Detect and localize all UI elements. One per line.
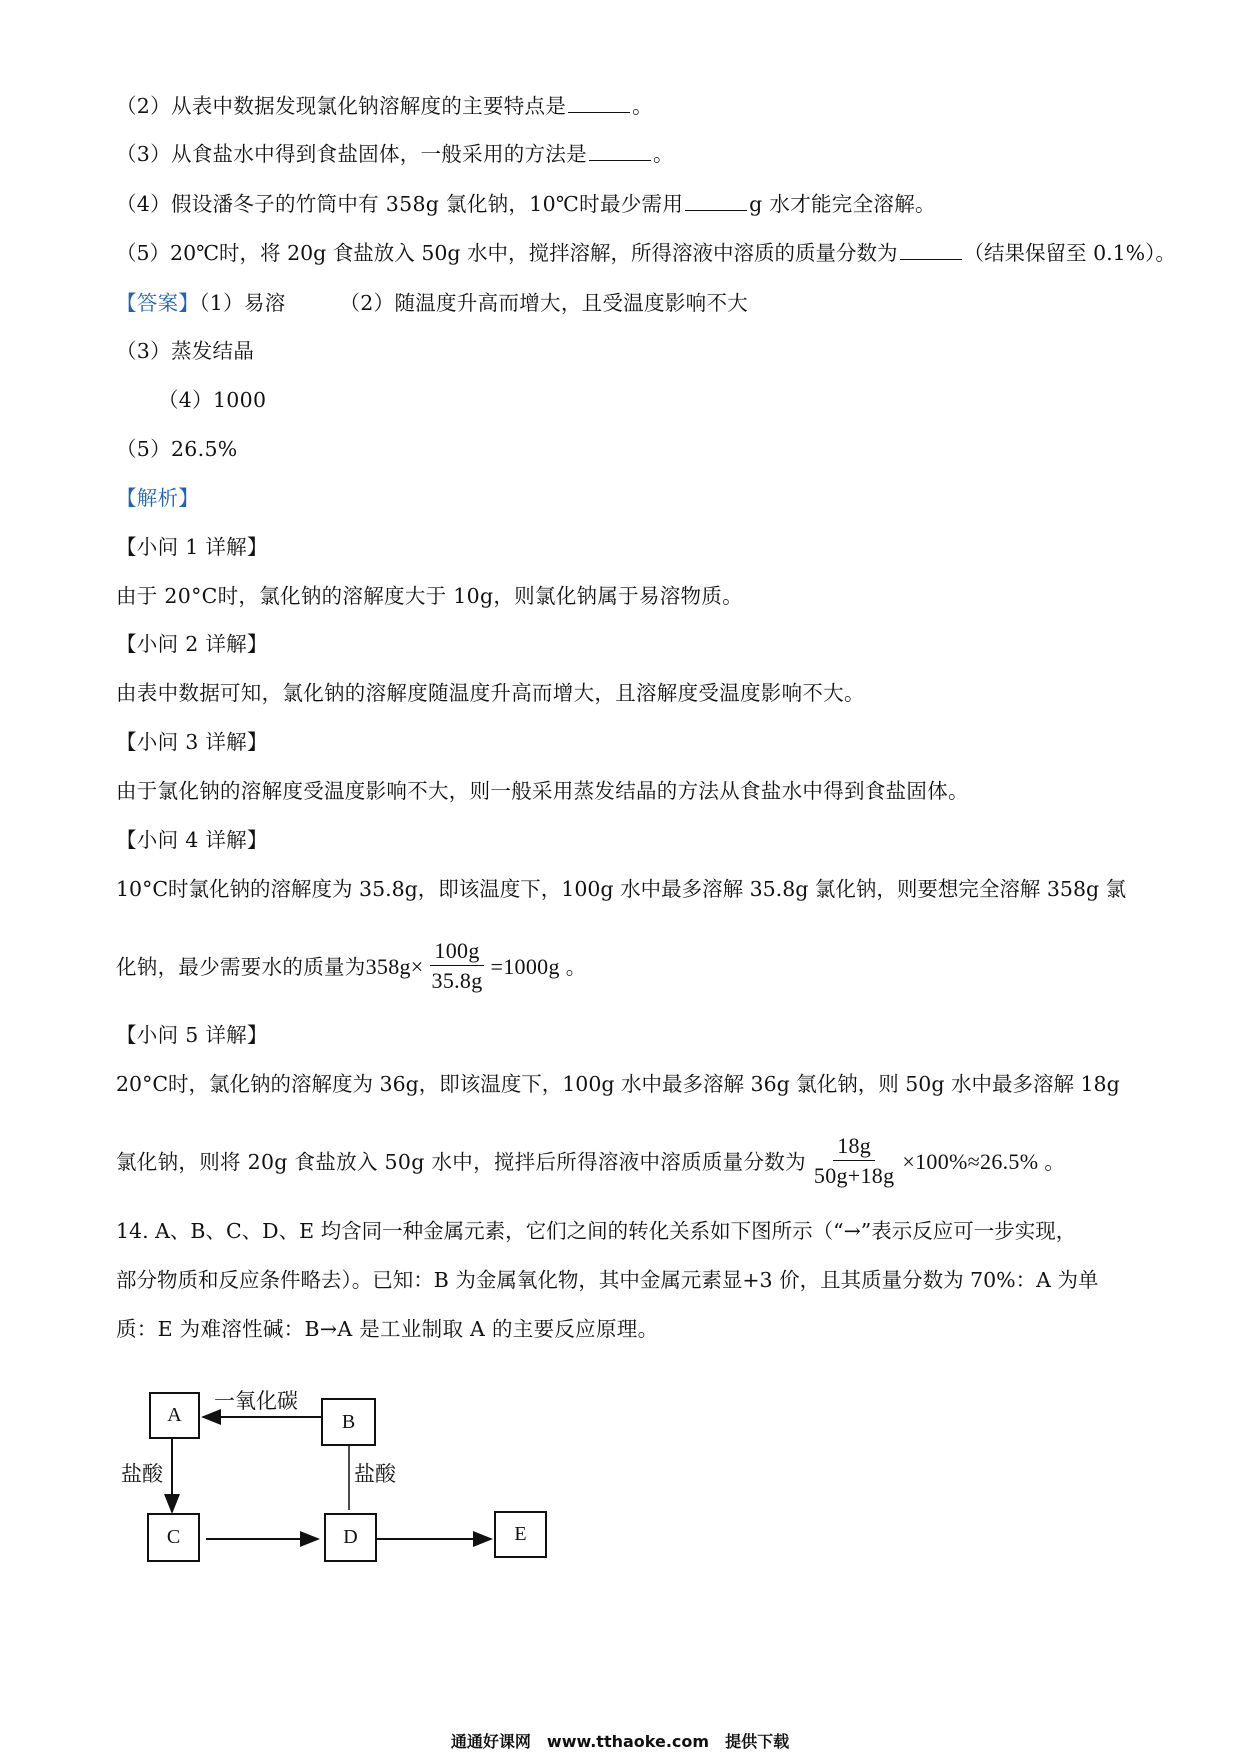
node-a: A (149, 1392, 200, 1439)
node-c: C (147, 1513, 200, 1562)
subq3-title: 【小问 3 详解】 (116, 730, 268, 754)
q14-line-3: 质：E 为难溶性碱：B→A 是工业制取 A 的主要反应原理。 (116, 1317, 659, 1341)
subq4-text-2: 化钠，最少需要水的质量为 358g× $\frac{100g}{35.8g}$ =1000g 。 (116, 938, 587, 993)
subq2-text: 由表中数据可知，氯化钠的溶解度随温度升高而增大，且溶解度受温度影响不大。 (116, 681, 865, 705)
label-hcl-left: 盐酸 (121, 1462, 163, 1486)
subq4-text-1: 10°C时氯化钠的溶解度为 35.8g，即该温度下，100g 水中最多溶解 35.8g 氯化钠，则要想完全溶解 358g 氯 (116, 877, 1127, 901)
subq5-title: 【小问 5 详解】 (116, 1023, 268, 1047)
fraction: $\frac{100g}{35.8g}$ (431, 938, 483, 993)
subq5-text-1: 20°C时，氯化钠的溶解度为 36g，即该温度下，100g 水中最多溶解 36g 氯化钠，则 50g 水中最多溶解 18g (116, 1072, 1120, 1096)
subq1-text: 由于 20°C时，氯化钠的溶解度大于 10g，则氯化钠属于易溶物质。 (116, 584, 743, 608)
question-2: （2）从表中数据发现氯化钠溶解度的主要特点是 。 (116, 94, 653, 118)
subq2-title: 【小问 2 详解】 (116, 632, 268, 656)
fraction: $\frac{18g}{50g+18g}$ (813, 1133, 895, 1188)
formula-rhs: ×100%≈26.5% (902, 1148, 1039, 1174)
question-3: （3）从食盐水中得到食盐固体，一般采用的方法是 。 (116, 142, 674, 166)
analysis-tag: 【解析】 (116, 486, 200, 510)
answer-line-5: （5）26.5% (116, 437, 238, 461)
subq1-title: 【小问 1 详解】 (116, 535, 268, 559)
subq5-text-2: 氯化钠，则将 20g 食盐放入 50g 水中，搅拌后所得溶液中溶质质量分数为 $\frac{18g}{50g+18g}$ ×100%≈26.5% 。 (116, 1133, 1066, 1188)
formula-rhs: =1000g (490, 953, 560, 979)
answer-tag: 【答案】 (116, 291, 200, 315)
answer-line-1: 【答案】（1）易溶 （2）随温度升高而增大，且受温度影响不大 (116, 291, 749, 315)
q14-line-1: 14. A、B、C、D、E 均含同一种金属元素，它们之间的转化关系如下图所示（“→”表示反应可一步实现， (116, 1219, 1077, 1243)
node-d: D (324, 1513, 377, 1562)
label-co: 一氧化碳 (214, 1389, 298, 1413)
formula-lhs: 358g× (365, 953, 424, 979)
node-b: B (321, 1398, 376, 1446)
node-e: E (494, 1511, 547, 1558)
answer-line-3: （3）蒸发结晶 (116, 339, 255, 363)
question-4: （4）假设潘冬子的竹筒中有 358g 氯化钠，10℃时最少需用 g 水才能完全溶解。 (116, 192, 936, 216)
answer-line-4: （4）1000 (158, 388, 267, 412)
footer-source: 通通好课网 www.tthaoke.com 提供下载 (450, 1732, 790, 1751)
q14-line-2: 部分物质和反应条件略去）。已知：B 为金属氧化物，其中金属元素显+3 价，且其质量分数为 70%：A 为单 (116, 1268, 1099, 1292)
label-hcl-right: 盐酸 (354, 1462, 396, 1486)
subq3-text: 由于氯化钠的溶解度受温度影响不大，则一般采用蒸发结晶的方法从食盐水中得到食盐固体。 (116, 779, 969, 803)
subq4-title: 【小问 4 详解】 (116, 828, 268, 852)
question-5: （5）20℃时，将 20g 食盐放入 50g 水中，搅拌溶解，所得溶液中溶质的质量分数为 （结果保留至 0.1%）。 (116, 241, 1176, 265)
